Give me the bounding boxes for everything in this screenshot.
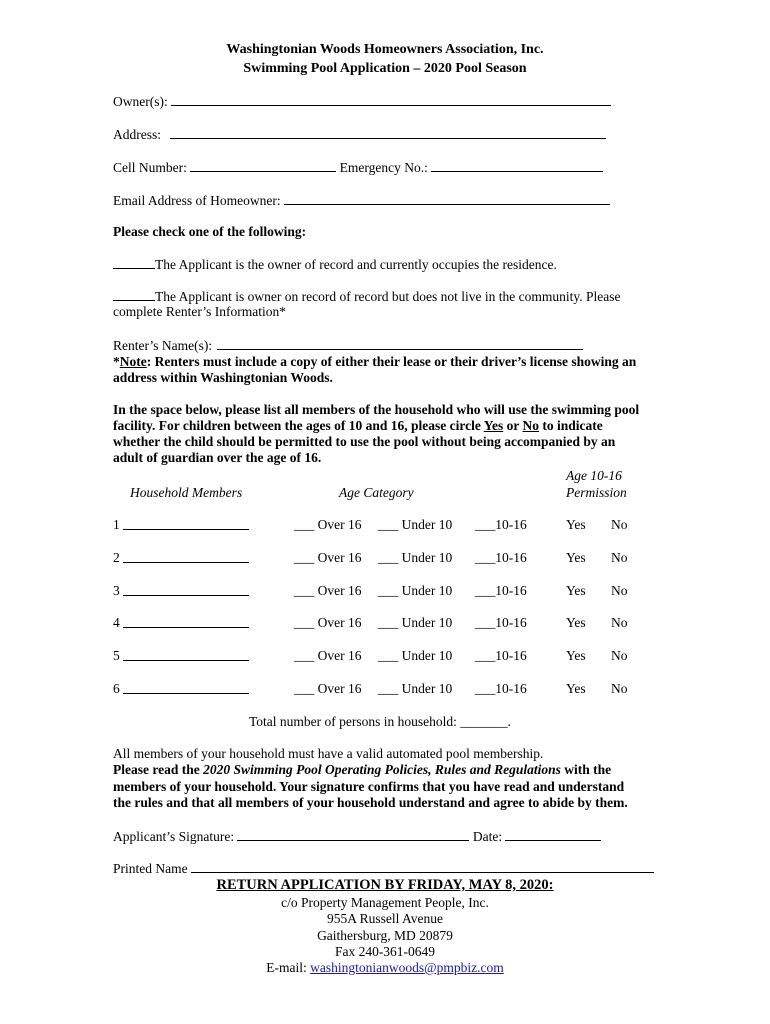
under-10-option[interactable]: ___ Under 10 (378, 517, 453, 532)
signature-label: Applicant’s Signature: (113, 829, 235, 844)
membership-line1: All members of your household must have a valid automated pool membership. (113, 746, 544, 761)
age-10-16-option[interactable]: ___10-16 (475, 550, 527, 565)
age-10-16-option[interactable]: ___10-16 (475, 583, 527, 598)
permission-yes[interactable]: Yes (566, 648, 586, 663)
permission-yes[interactable]: Yes (566, 550, 586, 565)
date-field[interactable] (505, 828, 601, 841)
membership-text-a: Please read the (113, 762, 204, 777)
permission-yes[interactable]: Yes (566, 681, 586, 696)
membership-line4: the rules and that all members of your household understand and agree to abide by them. (113, 795, 628, 810)
instr-yes: Yes (483, 418, 504, 433)
footer-line4: Fax 240-361-0649 (334, 944, 436, 959)
renter-row (113, 337, 583, 354)
phone-row (113, 159, 603, 176)
printed-name-row (113, 860, 654, 877)
age-10-16-option[interactable]: ___10-16 (475, 615, 527, 630)
age-10-16-option[interactable]: ___10-16 (475, 517, 527, 532)
emergency-label: Emergency No.: (339, 160, 428, 175)
email-field[interactable] (284, 192, 610, 205)
over-16-option[interactable]: ___ Over 16 (294, 550, 362, 565)
permission-no[interactable]: No (611, 681, 628, 696)
option1-checkbox[interactable] (113, 256, 155, 269)
member-name-field[interactable] (123, 550, 249, 567)
printed-name-field[interactable] (191, 860, 654, 873)
signature-field[interactable] (237, 828, 469, 841)
policies-title: 2020 Swimming Pool Operating Policies, Rules and Regulations (203, 762, 561, 777)
option-owner-occupant (113, 256, 557, 273)
email-label: Email Address of Homeowner: (113, 193, 281, 208)
row-number: 5 (113, 648, 120, 663)
over-16-option[interactable]: ___ Over 16 (294, 681, 362, 696)
member-name-field[interactable] (123, 615, 249, 632)
date-label: Date: (472, 829, 503, 844)
footer-email (0, 960, 770, 976)
membership-line3: members of your household. Your signature confirms that you have read and understand (113, 779, 625, 794)
row-number: 1 (113, 517, 120, 532)
address-field[interactable] (170, 126, 606, 139)
printed-name-label: Printed Name (113, 861, 188, 876)
owners-label: Owner(s): (113, 94, 168, 109)
option-owner-nonresident (113, 288, 621, 305)
permission-no[interactable]: No (611, 517, 628, 532)
instr-text-a: facility. For children between the ages of 10 and 16, please circle (113, 418, 484, 433)
footer-line2: 955A Russell Avenue (327, 911, 443, 926)
footer-line1: c/o Property Management People, Inc. (281, 895, 489, 910)
under-10-option[interactable]: ___ Under 10 (378, 550, 453, 565)
row-number: 2 (113, 550, 120, 565)
row-number: 4 (113, 615, 120, 630)
permission-no[interactable]: No (611, 648, 628, 663)
permission-no[interactable]: No (611, 615, 628, 630)
address-row (113, 126, 606, 143)
return-deadline: RETURN APPLICATION BY FRIDAY, MAY 8, 2020: (216, 877, 554, 893)
instr-no: No (522, 418, 539, 433)
instr-text-b: to indicate (538, 418, 603, 433)
row-number: 6 (113, 681, 120, 696)
form-subtitle: Swimming Pool Application – 2020 Pool Season (243, 61, 527, 76)
note-word: Note (119, 354, 147, 369)
owners-row (113, 93, 611, 110)
total-persons: Total number of persons in household: _______. (249, 714, 511, 729)
under-10-option[interactable]: ___ Under 10 (378, 648, 453, 663)
form-title: Washingtonian Woods Homeowners Association, Inc. (226, 42, 544, 57)
member-name-field[interactable] (123, 648, 249, 665)
under-10-option[interactable]: ___ Under 10 (378, 583, 453, 598)
owners-field[interactable] (171, 93, 611, 106)
permission-no[interactable]: No (611, 583, 628, 598)
col-permission-line1: Age 10-16 (566, 468, 622, 483)
under-10-option[interactable]: ___ Under 10 (378, 615, 453, 630)
emergency-field[interactable] (431, 159, 603, 172)
permission-no[interactable]: No (611, 550, 628, 565)
member-name-field[interactable] (123, 681, 249, 698)
membership-line2 (113, 762, 611, 778)
renter-note (113, 354, 636, 370)
option1-text: The Applicant is the owner of record and currently occupies the residence. (155, 257, 557, 272)
note-star: * (113, 354, 120, 369)
instr-or: or (503, 418, 523, 433)
instructions-line3: whether the child should be permitted to use the pool without being accompanied by an (113, 434, 616, 449)
renter-label: Renter’s Name(s): (113, 338, 213, 353)
col-permission-line2: Permission (566, 485, 627, 500)
age-10-16-option[interactable]: ___10-16 (475, 648, 527, 663)
cell-label: Cell Number: (113, 160, 187, 175)
over-16-option[interactable]: ___ Over 16 (294, 615, 362, 630)
permission-yes[interactable]: Yes (566, 615, 586, 630)
permission-yes[interactable]: Yes (566, 583, 586, 598)
option2-checkbox[interactable] (113, 288, 155, 301)
under-10-option[interactable]: ___ Under 10 (378, 681, 453, 696)
over-16-option[interactable]: ___ Over 16 (294, 583, 362, 598)
address-label: Address: (113, 127, 161, 142)
footer-line3: Gaithersburg, MD 20879 (317, 928, 453, 943)
instructions-line1: In the space below, please list all members of the household who will use the swimming pool (113, 402, 640, 417)
signature-row (113, 828, 601, 845)
member-name-field[interactable] (123, 517, 249, 534)
permission-yes[interactable]: Yes (566, 517, 586, 532)
over-16-option[interactable]: ___ Over 16 (294, 648, 362, 663)
renter-note-cont: address within Washingtonian Woods. (113, 370, 333, 385)
instructions-line2 (113, 418, 603, 434)
row-number: 3 (113, 583, 120, 598)
check-heading: Please check one of the following: (113, 224, 307, 239)
email-row (113, 192, 610, 209)
instructions-line4: adult of guardian over the age of 16. (113, 450, 322, 465)
age-10-16-option[interactable]: ___10-16 (475, 681, 527, 696)
over-16-option[interactable]: ___ Over 16 (294, 517, 362, 532)
email-footer-label: E-mail: (266, 960, 311, 975)
option2-text-cont: complete Renter’s Information* (113, 304, 286, 319)
note-text: : Renters must include a copy of either their lease or their driver’s license showing an (146, 354, 637, 369)
cell-field[interactable] (190, 159, 336, 172)
renter-field[interactable] (217, 337, 583, 350)
email-link[interactable]: washingtonianwoods@pmpbiz.com (310, 960, 504, 975)
option2-text: The Applicant is owner on record of record but does not live in the community. Please (155, 289, 621, 304)
col-members: Household Members (130, 485, 243, 500)
col-age-category: Age Category (339, 485, 414, 500)
member-name-field[interactable] (123, 583, 249, 600)
membership-text-b: with the (560, 762, 612, 777)
